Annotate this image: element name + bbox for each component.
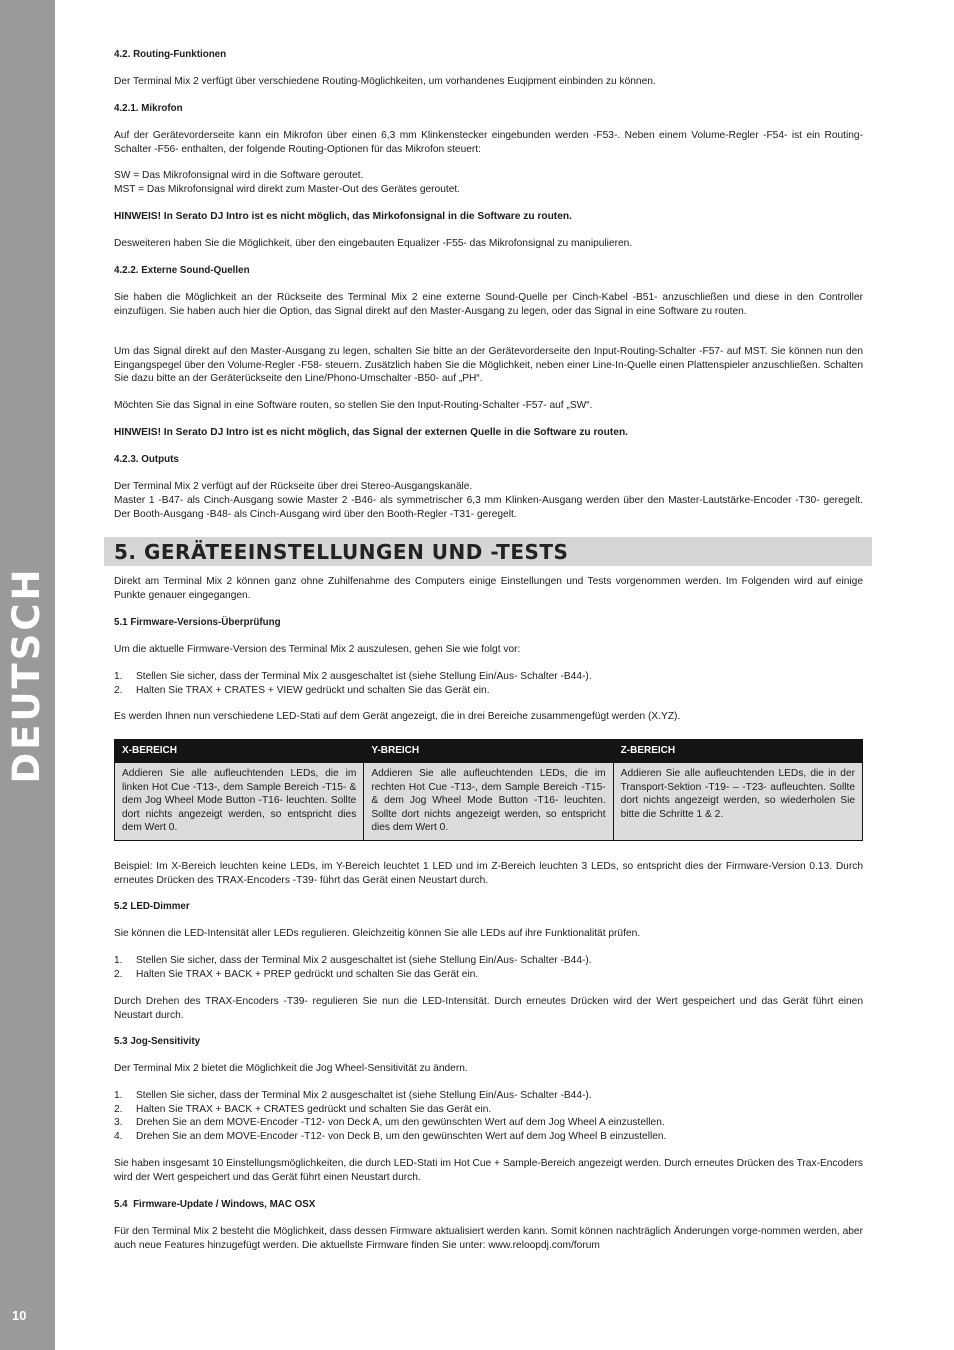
paragraph-5-intro: Direkt am Terminal Mix 2 können ganz ohne Zuhilfenahme des Computers einige Einstellungen und Tests vorgenommen werden. Im Folgenden wird auf einige Punkte genauer eingegangen. [114, 576, 863, 601]
paragraph-5-1-example: Beispiel: Im X-Bereich leuchten keine LEDs, im Y-Bereich leuchtet 1 LED und im Z-Bereich leuchten 3 LEDs, so entspricht dies der Firmware-Version 0.13. Durch erneutes Drücken des TRAX-Encoders -T39- führt das Gerät einen Neustart durch. [114, 861, 863, 886]
steps-5-2 [114, 954, 863, 981]
list-item: 2. Halten Sie TRAX + BACK + CRATES gedrückt und schalten Sie das Gerät ein. [114, 1103, 492, 1115]
header-x-bereich: X-BEREICH [115, 740, 364, 763]
paragraph-4-2-3-p2: Master 1 -B47- als Cinch-Ausgang sowie Master 2 -B46- als symmetrischer 6,3 mm Klinken-Ausgang werden über den Master-Lautstärke-Encoder -T30- geregelt. Der Booth-Ausgang -B48- als Cinch-Ausgang wird über den Booth-Regler -T31- geregelt. [114, 495, 863, 520]
table-header-row [115, 740, 863, 763]
paragraph-5-4: Für den Terminal Mix 2 besteht die Möglichkeit, dass dessen Firmware aktualisiert werden kann. Somit können nachträglich Änderungen vorge-nommen werden, aber auch neue Features hinzugefügt werden. Die aktuellste Firmware finden Sie unter: www.reloopdj.com/forum [114, 1226, 863, 1251]
steps-5-1 [114, 670, 863, 697]
paragraph-4-2-1-p1: Auf der Gerätevorderseite kann ein Mikrofon über einen 6,3 mm Klinkenstecker eingebunden werden -F53-. Neben einem Volume-Regler -F54- ist ein Routing-Schalter -F56- enthalten, der folgende Routing-Optionen für das Mikrofon steuert: [114, 130, 863, 155]
cell-x-bereich: Addieren Sie alle aufleuchtenden LEDs, die im linken Hot Cue -T13-, dem Sample Bereich -T15- & dem Jog Wheel Mode Button -T16- leuchten. Sollte dort nichts angezeigt werden, so entspricht dies dem Wert 0. [115, 763, 364, 841]
steps-5-3 [114, 1089, 863, 1143]
paragraph-4-2-2-p1: Sie haben die Möglichkeit an der Rückseite des Terminal Mix 2 eine externe Sound-Quelle per Cinch-Kabel -B51- anzuschließen und diese in den Controller einzufügen. Sie haben auch hier die Option, das Signal direkt auf den Master-Ausgang zu legen, oder das Signal in eine Software zu routen. [114, 292, 863, 317]
list-item: 2. Halten Sie TRAX + BACK + PREP gedrückt und schalten Sie das Gerät ein. [114, 968, 479, 980]
paragraph-5-2-intro: Sie können die LED-Intensität aller LEDs regulieren. Gleichzeitig können Sie alle LEDs auf ihre Funktionalität prüfen. [114, 928, 641, 939]
note-externe-quelle: HINWEIS! In Serato DJ Intro ist es nicht möglich, das Signal der externen Quelle in die Software zu routen. [114, 427, 628, 438]
paragraph-5-1-intro: Um die aktuelle Firmware-Version des Terminal Mix 2 auszulesen, gehen Sie wie folgt vor: [114, 644, 521, 655]
language-label: DEUTSCH [5, 566, 48, 784]
paragraph-5-3-intro: Der Terminal Mix 2 bietet die Möglichkeit die Jog Wheel-Sensitivität zu ändern. [114, 1063, 468, 1074]
section-5-title-bar [104, 537, 872, 566]
sidebar [0, 0, 55, 1350]
paragraph-5-2-after: Durch Drehen des TRAX-Encoders -T39- regulieren Sie nun die LED-Intensität. Durch erneutes Drücken wird der Wert gespeichert und das Gerät führt einen Neustart durch. [114, 996, 863, 1021]
note-mikrofon: HINWEIS! In Serato DJ Intro ist es nicht möglich, das Mirkofonsignal in die Software zu routen. [114, 211, 572, 222]
list-item: 1. Stellen Sie sicher, dass der Terminal Mix 2 ausgeschaltet ist (siehe Stellung Ein/Aus- Schalter -B44-). [114, 955, 592, 966]
heading-4-2-1: 4.2.1. Mikrofon [114, 103, 183, 114]
heading-5-2: 5.2 LED-Dimmer [114, 901, 190, 912]
cell-y-breich: Addieren Sie alle aufleuchtenden LEDs, die im rechten Hot Cue -T13-, dem Sample Bereich -T15- & dem Jog Wheel Mode Button -T16- leuchten. Sollte dort nichts angezeigt werden, so entspricht dies dem Wert 0. [364, 763, 613, 841]
paragraph-4-2-2-p2: Um das Signal direkt auf den Master-Ausgang zu legen, schalten Sie bitte an der Gerätevorderseite den Input-Routing-Schalter -F57- auf MST. Sie können nun den Eingangspegel über den Volume-Regler -F58- steuern. Zusätzlich haben Sie die Möglichkeit, neben einer Line-In-Quelle einen Plattenspieler anzuschließen. Schalten Sie dazu bitte an der Geräterückseite den Line/Phono-Umschalter -B50- auf „PH“. [114, 346, 863, 384]
page-number: 10 [12, 1308, 27, 1323]
cell-z-bereich: Addieren Sie alle aufleuchtenden LEDs, die in der Transport-Sektion -T19- – -T23- aufleuchten. Sollte dort nichts angezeigt werden, so wiederholen Sie bitte die Schritte 1 & 2. [613, 763, 862, 841]
list-item: 1. Stellen Sie sicher, dass der Terminal Mix 2 ausgeschaltet ist (siehe Stellung Ein/Aus- Schalter -B44-). [114, 1090, 592, 1101]
paragraph-5-3-after: Sie haben insgesamt 10 Einstellungsmöglichkeiten, die durch LED-Stati im Hot Cue + Sample-Bereich angezeigt werden. Durch erneutes Drücken des Trax-Encoders wird der Wert gespeichert und das Gerät führt einen Neustart durch. [114, 1158, 863, 1183]
paragraph-4-2-1-p2: Desweiteren haben Sie die Möglichkeit, über den eingebauten Equalizer -F55- das Mikrofonsignal zu manipulieren. [114, 238, 633, 249]
list-item: 2. Halten Sie TRAX + CRATES + VIEW gedrückt und schalten Sie das Gerät ein. [114, 684, 490, 696]
paragraph-mst: MST = Das Mikrofonsignal wird direkt zum Master-Out des Gerätes geroutet. [114, 184, 461, 195]
list-item: 4. Drehen Sie an dem MOVE-Encoder -T12- von Deck B, um den gewünschten Wert auf dem Jog Wheel B einzustellen. [114, 1130, 667, 1142]
paragraph-5-1-after: Es werden Ihnen nun verschiedene LED-Stati auf dem Gerät angezeigt, die in drei Bereiche zusammengefügt werden (X.YZ). [114, 711, 681, 722]
table-row [115, 763, 863, 841]
paragraph-4-2-2-p3: Möchten Sie das Signal in eine Software routen, so stellen Sie den Input-Routing-Schalter -F57- auf „SW“. [114, 400, 593, 411]
paragraph-4-2-intro: Der Terminal Mix 2 verfügt über verschiedene Routing-Möglichkeiten, um vorhandenes Euqipment einbinden zu können. [114, 76, 656, 87]
list-item: 3. Drehen Sie an dem MOVE-Encoder -T12- von Deck A, um den gewünschten Wert auf dem Jog Wheel A einzustellen. [114, 1117, 665, 1128]
heading-4-2-2: 4.2.2. Externe Sound-Quellen [114, 265, 250, 276]
header-z-bereich: Z-BEREICH [613, 740, 862, 763]
paragraph-sw: SW = Das Mikrofonsignal wird in die Software geroutet. [114, 170, 364, 181]
firmware-version-table [114, 739, 863, 841]
heading-4-2-3: 4.2.3. Outputs [114, 454, 179, 465]
heading-4-2: 4.2. Routing-Funktionen [114, 49, 227, 60]
heading-5-3: 5.3 Jog-Sensitivity [114, 1036, 201, 1047]
paragraph-4-2-3-p1: Der Terminal Mix 2 verfügt auf der Rückseite über drei Stereo-Ausgangskanäle. [114, 481, 473, 492]
heading-5-1: 5.1 Firmware-Versions-Überprüfung [114, 617, 281, 628]
header-y-breich: Y-BREICH [364, 740, 613, 763]
section-5-title: 5. GERÄTEEINSTELLUNGEN UND -TESTS [114, 540, 569, 564]
list-item: 1. Stellen Sie sicher, dass der Terminal Mix 2 ausgeschaltet ist (siehe Stellung Ein/Aus- Schalter -B44-). [114, 671, 592, 682]
heading-5-4: 5.4 Firmware-Update / Windows, MAC OSX [114, 1199, 316, 1210]
